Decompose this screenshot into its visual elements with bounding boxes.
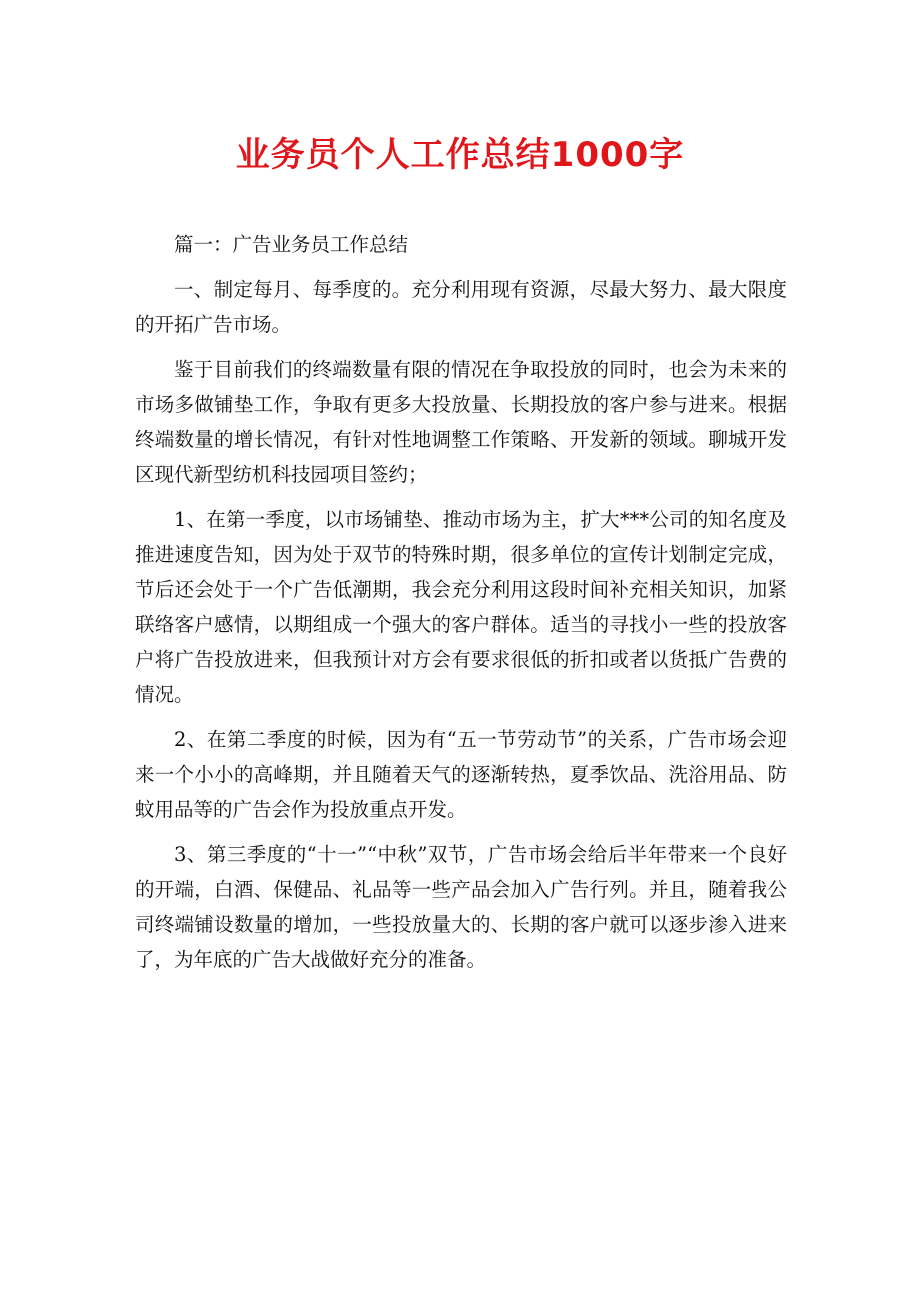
paragraph: 鉴于目前我们的终端数量有限的情况在争取投放的同时，也会为未来的市场多做铺垫工作，争取有更多大投放量、长期投放的客户参与进来。根据终端数量的增长情况，有针对性地调整工作策略、开发新的领域。聊城开发区现代新型纺机科技园项目签约； bbox=[135, 358, 787, 486]
paragraph: 2、在第二季度的时候，因为有“五一节劳动节”的关系，广告市场会迎来一个小小的高峰期，并且随着天气的逐渐转热，夏季饮品、洗浴用品、防蚊用品等的广告会作为投放重点开发。 bbox=[135, 728, 787, 821]
paragraph: 1、在第一季度，以市场铺垫、推动市场为主，扩大***公司的知名度及推进速度告知，因为处于双节的特殊时期，很多单位的宣传计划制定完成，节后还会处于一个广告低潮期，我会充分利用这段时间补充相关知识，加紧联络客户感情，以期组成一个强大的客户群体。适当的寻找小一些的投放客户将广告投放进来，但我预计对方会有要求很低的折扣或者以货抵广告费的情况。 bbox=[135, 508, 787, 706]
document-body bbox=[135, 227, 787, 987]
section-heading: 篇一：广告业务员工作总结 bbox=[174, 233, 409, 256]
document-title: 业务员个人工作总结1000字 bbox=[235, 135, 685, 175]
paragraph: 3、第三季度的“十一”“中秋”双节，广告市场会给后半年带来一个良好的开端，白酒、保健品、礼品等一些产品会加入广告行列。并且，随着我公司终端铺设数量的增加，一些投放量大的、长期的客户就可以逐步渗入进来了，为年底的广告大战做好充分的准备。 bbox=[135, 843, 787, 971]
paragraph: 一、制定每月、每季度的。充分利用现有资源，尽最大努力、最大限度的开拓广告市场。 bbox=[135, 278, 787, 336]
